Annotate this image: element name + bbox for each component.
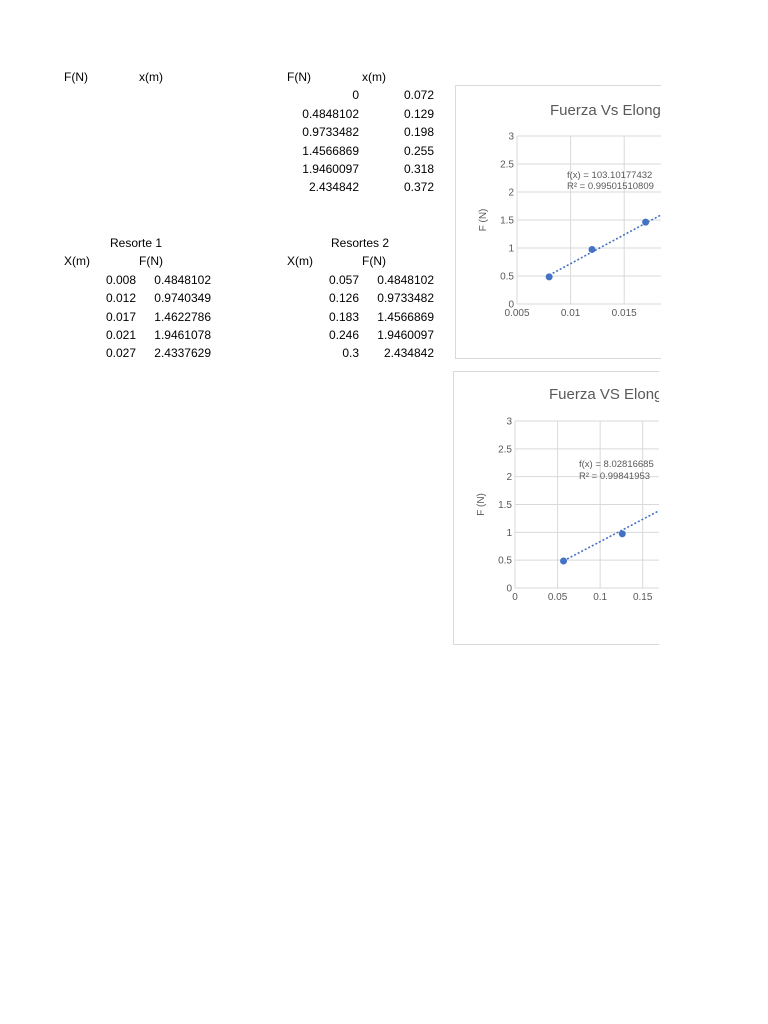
cell-x: 0.198 xyxy=(403,125,434,140)
cell-x: 0.008 xyxy=(105,272,136,287)
col-header-x: X(m) xyxy=(64,254,90,269)
x-tick-label: 0.005 xyxy=(504,308,530,319)
y-tick-label: 1.5 xyxy=(500,215,514,227)
cell-x: 0.012 xyxy=(105,291,136,306)
cell-f: 0.9733482 xyxy=(302,125,359,140)
cell-f: 1.4566869 xyxy=(302,143,359,158)
y-tick-label: 2.5 xyxy=(500,159,514,171)
trendline-equation: f(x) = 8.02816685 xyxy=(579,459,654,470)
cell-f: 0 xyxy=(352,88,359,103)
y-tick-label: 0.5 xyxy=(498,555,512,567)
y-axis-title: F (N) xyxy=(478,208,489,232)
col-header-x: x(m) xyxy=(139,70,163,84)
table-title: Resorte 1 xyxy=(110,236,163,250)
col-header-f: F(N) xyxy=(362,254,386,269)
y-tick-label: 0 xyxy=(508,299,514,311)
cell-f: 2.434842 xyxy=(308,180,359,195)
y-tick-label: 1 xyxy=(506,527,512,539)
chart-title: Fuerza VS Elongación xyxy=(549,386,699,403)
cell-x: 0.372 xyxy=(403,180,434,195)
data-point xyxy=(619,530,626,537)
trendline-r2: R² = 0.99841953 xyxy=(579,471,651,482)
x-tick-label: 0 xyxy=(512,592,518,603)
cell-x: 0.027 xyxy=(105,346,136,361)
x-tick-label: 0.01 xyxy=(560,308,581,319)
cell-f: 0.4848102 xyxy=(377,272,434,287)
col-header-f: F(N) xyxy=(287,70,311,84)
cell-f: 1.9460097 xyxy=(302,161,359,176)
table-header-row xyxy=(0,68,768,86)
chart-resorte-1[interactable] xyxy=(455,85,697,361)
cell-f: 0.9740349 xyxy=(154,291,211,306)
col-header-x: X(m) xyxy=(287,254,313,269)
cell-x: 0.126 xyxy=(328,291,359,306)
y-tick-label: 2 xyxy=(508,187,514,199)
data-point xyxy=(642,219,649,226)
col-header-f: F(N) xyxy=(64,70,88,84)
cell-f: 2.4337629 xyxy=(154,346,211,361)
x-tick-label: 0.15 xyxy=(632,592,653,603)
cell-f: 1.4622786 xyxy=(154,309,211,324)
trendline xyxy=(564,430,659,561)
cell-f: 1.9461078 xyxy=(154,327,211,342)
cell-x: 0.255 xyxy=(403,143,434,158)
y-tick-label: 1 xyxy=(508,243,514,255)
cell-x: 0.017 xyxy=(105,309,136,324)
x-tick-label: 0.015 xyxy=(611,308,637,319)
cell-x: 0.183 xyxy=(328,309,359,324)
cell-f: 2.434842 xyxy=(383,346,434,361)
table-title: Resortes 2 xyxy=(331,236,390,250)
y-axis-title: F (N) xyxy=(476,493,487,516)
x-tick-label: 0.05 xyxy=(547,592,568,603)
cell-x: 0.021 xyxy=(105,327,136,342)
cell-x: 0.246 xyxy=(328,327,359,342)
cell-x: 0.072 xyxy=(403,88,434,103)
cell-x: 0.3 xyxy=(342,346,359,361)
cell-f: 1.4566869 xyxy=(377,309,434,324)
cell-f: 0.4848102 xyxy=(302,106,359,121)
y-tick-label: 2.5 xyxy=(498,444,512,456)
y-tick-label: 0 xyxy=(506,583,512,595)
chart-svg xyxy=(453,371,699,647)
data-point xyxy=(589,246,596,253)
y-tick-label: 0.5 xyxy=(500,271,514,283)
cell-x: 0.318 xyxy=(403,161,434,176)
cell-f: 0.9733482 xyxy=(377,291,434,306)
y-tick-label: 2 xyxy=(506,472,512,484)
trendline-r2: R² = 0.99501510809 xyxy=(567,181,654,192)
data-point xyxy=(560,558,567,565)
chart-resortes-2[interactable] xyxy=(453,371,699,647)
y-tick-label: 1.5 xyxy=(498,500,512,511)
y-tick-label: 3 xyxy=(506,416,512,428)
cell-x: 0.057 xyxy=(328,272,359,287)
col-header-f: F(N) xyxy=(139,254,163,269)
col-header-x: x(m) xyxy=(362,70,386,84)
y-tick-label: 3 xyxy=(508,131,514,143)
trendline-equation: f(x) = 103.10177432 xyxy=(567,170,653,181)
chart-svg xyxy=(455,85,697,361)
cell-f: 0.4848102 xyxy=(154,272,211,287)
cell-f: 1.9460097 xyxy=(377,327,434,342)
chart-title: Fuerza Vs Elongación xyxy=(550,102,697,119)
data-point xyxy=(546,273,553,280)
x-tick-label: 0.1 xyxy=(593,592,608,603)
cell-x: 0.129 xyxy=(403,106,434,121)
trendline xyxy=(549,148,661,275)
